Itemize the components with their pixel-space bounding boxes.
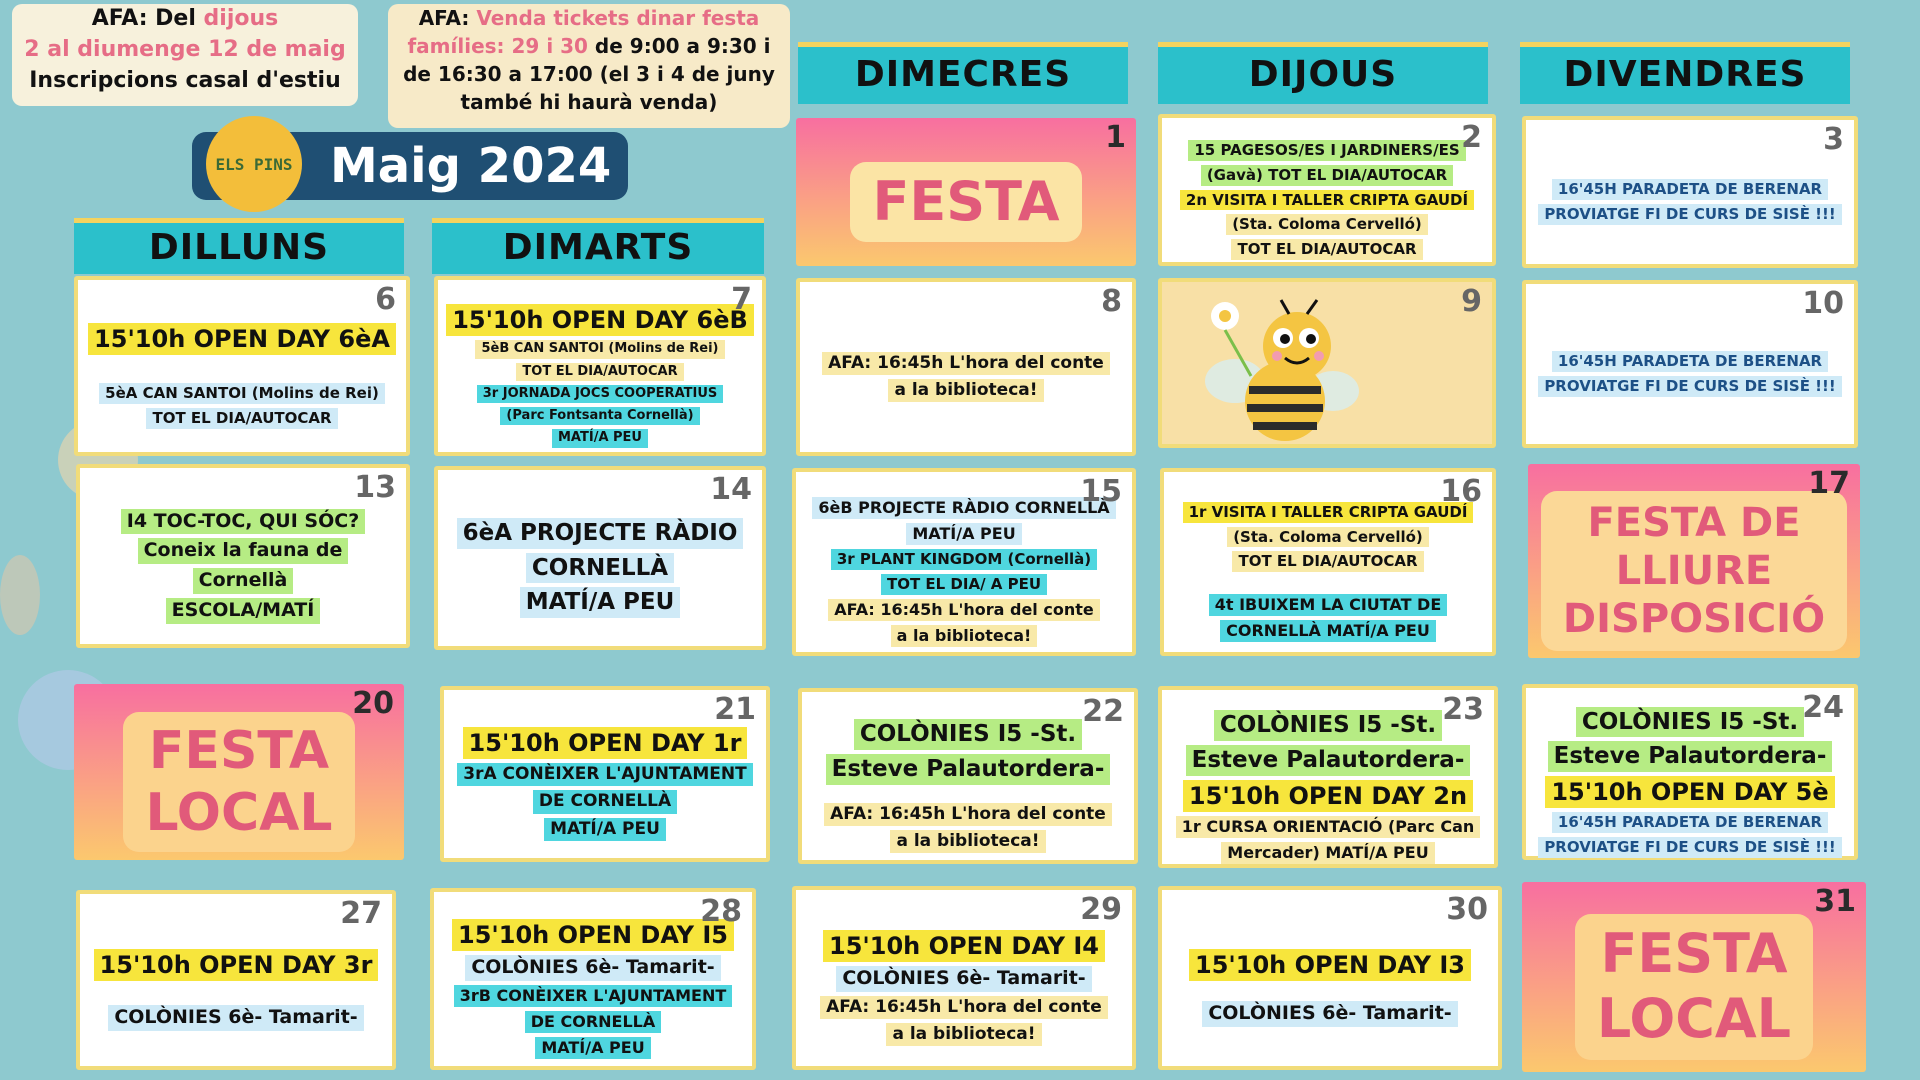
event-text: COLÒNIES 6è- Tamarit- xyxy=(836,966,1091,992)
day-number: 30 xyxy=(1446,892,1488,927)
event-text: AFA: 16:45h L'hora del conte xyxy=(828,599,1099,621)
festa-label: FESTA xyxy=(850,162,1081,243)
day-number: 28 xyxy=(700,894,742,929)
day-header-monday: DILLUNS xyxy=(74,218,404,274)
event-text: TOT EL DIA/AUTOCAR xyxy=(516,363,683,381)
event-text: 15'10h OPEN DAY 5è xyxy=(1545,776,1834,808)
event-text: MATÍ/A PEU xyxy=(906,523,1021,545)
event-text: DE CORNELLÀ xyxy=(525,1011,662,1033)
event-text: a la biblioteca! xyxy=(890,830,1045,853)
festa-label: FESTA LOCAL xyxy=(1575,914,1813,1060)
event-text: (Gavà) TOT EL DIA/AUTOCAR xyxy=(1201,165,1453,186)
calendar-day-14 xyxy=(434,466,766,650)
event-text: TOT EL DIA/AUTOCAR xyxy=(1231,239,1422,260)
event-text: 16'45H PARADETA DE BERENAR xyxy=(1552,351,1828,372)
calendar-day-10 xyxy=(1522,280,1858,448)
event-text: Esteve Palautordera- xyxy=(1186,745,1471,776)
calendar-day-28 xyxy=(430,888,756,1070)
day-header-thursday: DIJOUS xyxy=(1158,42,1488,104)
event-text: 1r VISITA I TALLER CRIPTA GAUDÍ xyxy=(1183,502,1474,523)
event-text: TOT EL DIA/ A PEU xyxy=(881,574,1047,595)
festa-label: FESTA LOCAL xyxy=(123,712,354,853)
event-text: I4 TOC-TOC, QUI SÓC? xyxy=(121,509,365,535)
flower-decoration-icon xyxy=(0,555,40,635)
calendar-day-7 xyxy=(434,276,766,456)
calendar-day-15 xyxy=(792,468,1136,656)
notice-text: de 16:30 a 17:00 (el 3 i 4 de juny xyxy=(403,62,775,86)
event-text: AFA: 16:45h L'hora del conte xyxy=(824,803,1112,826)
calendar-day-24 xyxy=(1522,684,1858,860)
calendar-day-20 xyxy=(74,684,404,860)
event-text: 3r PLANT KINGDOM (Cornellà) xyxy=(831,549,1097,570)
event-text: CORNELLÀ xyxy=(526,553,674,584)
day-number: 3 xyxy=(1823,122,1844,157)
event-text: 16'45H PARADETA DE BERENAR xyxy=(1552,179,1828,200)
day-number: 23 xyxy=(1442,692,1484,727)
event-text: COLÒNIES 6è- Tamarit- xyxy=(1202,1001,1457,1027)
event-text: (Sta. Coloma Cervelló) xyxy=(1227,527,1429,548)
event-text: 3rA CONÈIXER L'AJUNTAMENT xyxy=(457,763,752,786)
event-text: a la biblioteca! xyxy=(886,1023,1041,1046)
day-header-friday: DIVENDRES xyxy=(1520,42,1850,104)
event-text: 3r JORNADA JOCS COOPERATIUS xyxy=(477,385,724,403)
event-text: 6èA PROJECTE RÀDIO xyxy=(457,518,744,549)
event-text: PROVIATGE FI DE CURS DE SISÈ !!! xyxy=(1538,376,1841,397)
event-text: 15'10h OPEN DAY 6èA xyxy=(88,323,396,355)
day-number: 29 xyxy=(1080,892,1122,927)
calendar-day-29 xyxy=(792,886,1136,1070)
event-text: 1r CURSA ORIENTACIÓ (Parc Can xyxy=(1176,816,1481,838)
event-text: COLÒNIES 6è- Tamarit- xyxy=(465,955,720,981)
day-number: 16 xyxy=(1440,474,1482,509)
calendar-day-21 xyxy=(440,686,770,862)
calendar-day-16 xyxy=(1160,468,1496,656)
day-header-wednesday: DIMECRES xyxy=(798,42,1128,104)
event-text: AFA: 16:45h L'hora del conte xyxy=(822,352,1110,375)
calendar-day-2 xyxy=(1158,114,1496,266)
event-text: a la biblioteca! xyxy=(891,625,1038,647)
event-text: PROVIATGE FI DE CURS DE SISÈ !!! xyxy=(1538,837,1841,858)
event-text: 15'10h OPEN DAY I3 xyxy=(1189,949,1471,981)
event-text: AFA: 16:45h L'hora del conte xyxy=(820,996,1108,1019)
day-number: 15 xyxy=(1080,474,1122,509)
page-title: Maig 2024 xyxy=(330,138,612,194)
event-text: 15 PAGESOS/ES I JARDINERS/ES xyxy=(1188,140,1465,161)
calendar-day-6 xyxy=(74,276,410,456)
event-text: Esteve Palautordera- xyxy=(1548,741,1833,772)
event-text: (Parc Fontsanta Cornellà) xyxy=(500,407,699,425)
calendar-day-3 xyxy=(1522,116,1858,268)
event-text: (Sta. Coloma Cervelló) xyxy=(1226,214,1428,235)
day-header-tuesday: DIMARTS xyxy=(432,218,764,274)
notice-text-highlight: famílies: 29 i 30 xyxy=(407,34,588,58)
calendar-day-27 xyxy=(76,890,396,1070)
school-logo: ELS PINS xyxy=(206,116,302,212)
calendar-day-31 xyxy=(1522,882,1866,1072)
day-number: 31 xyxy=(1814,884,1856,919)
event-text: 6èB PROJECTE RÀDIO CORNELLÀ xyxy=(812,497,1115,519)
event-text: PROVIATGE FI DE CURS DE SISÈ !!! xyxy=(1538,204,1841,225)
notice-text: de 9:00 a 9:30 i xyxy=(587,34,771,58)
day-number: 17 xyxy=(1808,466,1850,501)
day-number: 8 xyxy=(1101,284,1122,319)
event-text: 16'45H PARADETA DE BERENAR xyxy=(1552,812,1828,833)
day-number: 14 xyxy=(710,472,752,507)
event-text: DE CORNELLÀ xyxy=(533,790,677,813)
calendar-day-17 xyxy=(1528,464,1860,658)
day-number: 2 xyxy=(1461,120,1482,155)
notice-text-highlight: dijous xyxy=(203,6,279,31)
calendar-day-1 xyxy=(796,118,1136,266)
event-text: 15'10h OPEN DAY 3r xyxy=(94,949,379,981)
event-text: Coneix la fauna de xyxy=(138,538,349,564)
day-number: 10 xyxy=(1802,286,1844,321)
festa-label: FESTA DE LLIURE DISPOSICIÓ xyxy=(1541,491,1847,651)
event-text: TOT EL DIA/AUTOCAR xyxy=(1232,551,1423,572)
event-text: 3rB CONÈIXER L'AJUNTAMENT xyxy=(454,985,733,1007)
event-text: MATÍ/A PEU xyxy=(520,587,681,618)
afa-label: AFA: xyxy=(91,6,148,31)
event-text: MATÍ/A PEU xyxy=(544,818,666,841)
event-text: 15'10h OPEN DAY 6èB xyxy=(446,304,754,336)
event-text: 15'10h OPEN DAY I5 xyxy=(452,919,734,951)
event-text: MATÍ/A PEU xyxy=(535,1037,650,1059)
event-text: COLÒNIES I5 -St. xyxy=(1576,707,1804,738)
afa-label: AFA: xyxy=(418,6,470,30)
day-number: 13 xyxy=(354,470,396,505)
event-text: 15'10h OPEN DAY 2n xyxy=(1183,780,1473,812)
event-text: Mercader) MATÍ/A PEU xyxy=(1221,842,1434,864)
day-number: 7 xyxy=(731,282,752,317)
day-number: 27 xyxy=(340,896,382,931)
calendar-day-30 xyxy=(1158,886,1502,1070)
event-text: 15'10h OPEN DAY I4 xyxy=(823,930,1105,962)
calendar-day-8 xyxy=(796,278,1136,456)
day-number: 1 xyxy=(1105,120,1126,155)
day-number: 6 xyxy=(375,282,396,317)
calendar-day-23 xyxy=(1158,686,1498,868)
event-text: COLÒNIES I5 -St. xyxy=(854,719,1082,750)
afa-casal-notice xyxy=(12,4,358,106)
notice-text-highlight: 2 al diumenge 12 de maig xyxy=(24,36,346,62)
calendar-day-13 xyxy=(76,464,410,648)
day-number: 24 xyxy=(1802,690,1844,725)
event-text: Esteve Palautordera- xyxy=(826,754,1111,785)
event-text: 5èB CAN SANTOI (Molins de Rei) xyxy=(475,340,724,358)
bee-illustration-icon xyxy=(1185,296,1365,446)
day-number: 22 xyxy=(1082,694,1124,729)
event-text: CORNELLÀ MATÍ/A PEU xyxy=(1220,620,1436,642)
day-number: 21 xyxy=(714,692,756,727)
event-text: MATÍ/A PEU xyxy=(552,429,648,447)
event-text: TOT EL DIA/AUTOCAR xyxy=(146,408,337,429)
afa-tickets-notice xyxy=(388,4,790,128)
event-text: 4t IBUIXEM LA CIUTAT DE xyxy=(1209,594,1448,616)
event-text: 15'10h OPEN DAY 1r xyxy=(463,727,748,759)
notice-text: Inscripcions casal d'estiu xyxy=(29,67,341,93)
event-text: COLÒNIES 6è- Tamarit- xyxy=(108,1005,363,1031)
event-text: 5èA CAN SANTOI (Molins de Rei) xyxy=(99,383,385,404)
event-text: Cornellà xyxy=(193,568,294,594)
notice-text-highlight: Venda tickets dinar festa xyxy=(469,6,760,30)
event-text: ESCOLA/MATÍ xyxy=(166,598,321,624)
event-text: a la biblioteca! xyxy=(888,379,1043,402)
day-number: 20 xyxy=(352,686,394,721)
event-text: 2n VISITA I TALLER CRIPTA GAUDÍ xyxy=(1180,190,1474,211)
notice-text: Del xyxy=(147,6,204,31)
event-text: COLÒNIES I5 -St. xyxy=(1214,710,1442,741)
day-number: 9 xyxy=(1461,284,1482,319)
calendar-day-22 xyxy=(798,688,1138,864)
notice-text: també hi haurà venda) xyxy=(460,90,718,114)
